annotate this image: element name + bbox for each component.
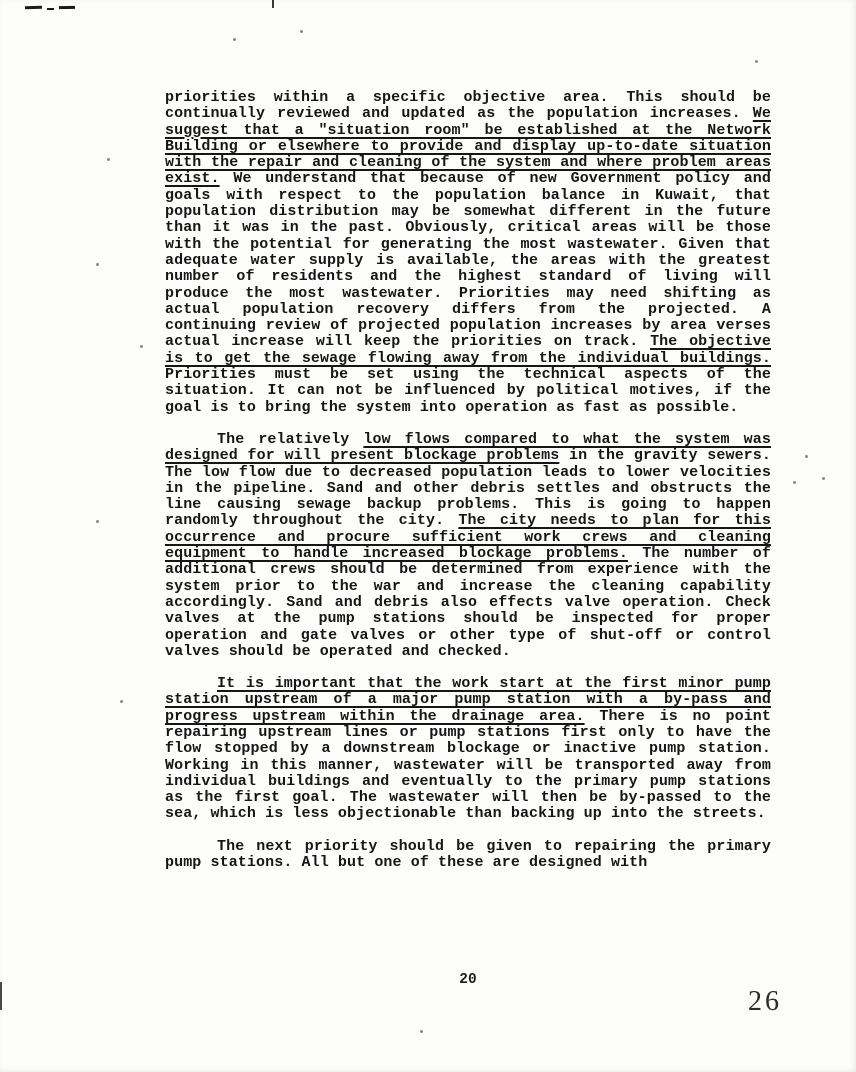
body-text: There is no point repairing upstream lines or pump stations first only to have the flow stopped by a downstream blockage or inactive pump station. Working in this manner, wastewater will be transported away from individual buildings and eventually to the primary pump stations as the first goal. The wastewater will then be by-passed to the sea, which is less objectionable than backing up into the streets. [165,707,771,823]
scan-speckle [120,700,123,703]
scan-speckle [793,481,796,484]
underlined-text: low flows compared to what the system was designed for will present blockage problems [165,430,771,465]
scan-speckle [300,30,303,33]
body-text: The number of additional crews should be determined from experience with the system prior to the war and increase the cleaning capability accordingly. Sand and debris also effects valve operation. Check valves at the pump stations should be inspected for proper operation and gate valves or other type of shut-off or control valves should be operated and checked. [165,545,771,660]
body-text: The relatively [217,430,364,448]
paragraph-4 [165,839,771,872]
stamp-number: 26 [748,986,782,1017]
scan-speckle [96,263,99,266]
body-text: in the gravity sewers. The low flow due to decreased population leads to lower velocities in the pipeline. Sand and other debris settles and obstructs the line causing sewage backup problems. This is going to happen randomly throughout the city. [165,447,771,530]
scan-speckle [140,345,143,348]
scan-speckle [107,158,110,161]
document-body [165,90,771,887]
underlined-text: It is important that the work start at the first minor pump station upstream of a major pump station with a by-pass and progress upstream within the drainage area. [165,675,771,725]
body-text: Priorities must be set using the technical aspects of the situation. It can not be influenced by political motives, if the goal is to bring the system into operation as fast as possible. [165,366,771,416]
scan-speckle [755,60,758,63]
scan-artifact [0,982,2,1010]
scan-artifact [59,6,75,9]
underlined-text: We suggest that a "situation room" be established at the Network Building or elsewhere to provide and display up-to-date situation with the repair and cleaning of the system and where problem areas exist. [165,105,771,188]
body-text: priorities within a specific objective area. This should be continually reviewed and updated as the population increases. [165,89,771,123]
scan-speckle [420,1030,423,1033]
scan-speckle [822,477,825,480]
body-text: We understand that because of new Government policy and goals with respect to the population balance in Kuwait, that population distribution may be somewhat different in the future than it was in the past. Obviously, critical areas will be those with the potential for generating the most wastewater. Given that adequate water supply is available, the areas with the greatest number of residents and the highest standard of living will produce the most wastewater. Priorities may need shifting as actual population recovery differs from the projected. A continuing review of projected population increases by area verses actual increase will keep the priorities on track. [165,170,771,351]
page-number: 20 [459,972,477,988]
paragraph-2 [165,432,771,660]
scan-artifact [25,6,42,10]
scan-artifact [272,0,274,8]
scan-artifact [47,8,54,10]
body-text: The next priority should be given to repairing the primary pump stations. All but one of these are designed with [165,837,771,872]
paragraph-1 [165,90,771,416]
scan-speckle [233,38,236,41]
scan-speckle [96,520,99,523]
underlined-text: The city needs to plan for this occurrence and procure sufficient work crews and cleaning equipment to handle increased blockage problems. [165,512,771,563]
underlined-text: The objective is to get the sewage flowing away from the individual buildings. [165,333,771,367]
paragraph-3 [165,676,771,823]
scan-speckle [805,455,808,458]
